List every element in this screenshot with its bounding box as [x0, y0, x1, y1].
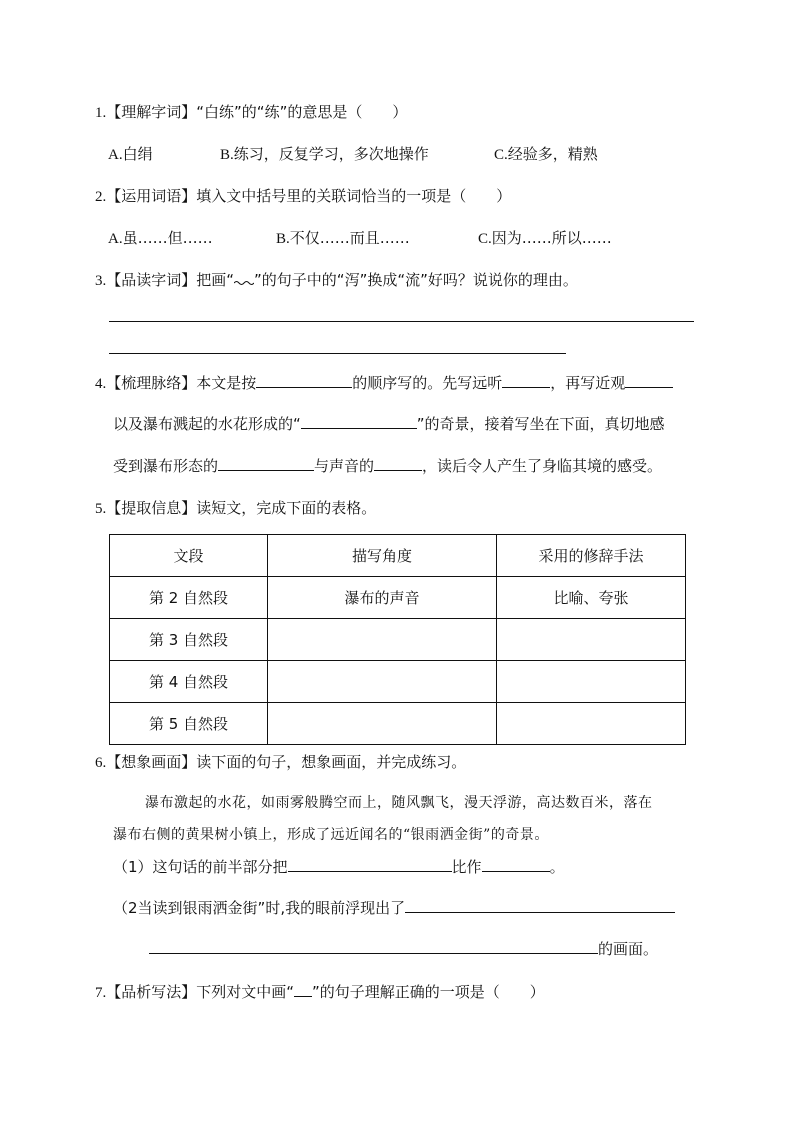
question-number: 4.	[95, 376, 107, 392]
table-cell: 第 5 自然段	[110, 703, 268, 745]
q2-option-b[interactable]	[276, 227, 410, 248]
q6-sub-1	[113, 856, 565, 877]
question-number: 5.	[95, 501, 107, 517]
table-cell[interactable]	[268, 661, 497, 703]
question-number: 1.	[95, 105, 107, 121]
option-letter: B.	[220, 147, 234, 163]
table-cell[interactable]	[268, 703, 497, 745]
option-letter: C.	[478, 231, 492, 247]
question-1	[95, 101, 407, 122]
passage-line-2: 瀑布右侧的黄果树小镇上，形成了远近闻名的“银雨洒金街”的奇景。	[113, 827, 549, 843]
question-number: 3.	[95, 273, 107, 289]
option-text: 经验多，精熟	[507, 145, 598, 163]
table-cell: 第 2 自然段	[110, 577, 268, 619]
question-text: 的顺序写的。先写远听	[352, 374, 503, 392]
table-cell[interactable]	[268, 619, 497, 661]
question-text: 受到瀑布形态的	[113, 457, 219, 475]
fill-blank[interactable]	[405, 898, 675, 913]
question-text-start: 【品析写法】下列对文中画“	[106, 983, 295, 1001]
option-text: 虽……但……	[122, 229, 213, 247]
question-text: ”的奇景，接着写坐在下面，真切地感	[416, 415, 665, 433]
q1-option-b[interactable]	[220, 143, 429, 164]
question-6	[95, 751, 466, 772]
table-row	[110, 703, 686, 745]
fill-blank[interactable]	[374, 456, 422, 471]
option-letter: C.	[494, 147, 508, 163]
wavy-underline-icon	[234, 273, 254, 285]
q2-option-a[interactable]	[108, 227, 213, 248]
q1-option-a[interactable]	[108, 143, 153, 164]
fill-blank[interactable]	[256, 373, 352, 388]
fill-blank[interactable]	[218, 456, 314, 471]
question-text: 以及瀑布溅起的水花形成的“	[113, 415, 301, 433]
straight-underline-mark	[294, 982, 312, 997]
q6-sub-2-cont	[149, 938, 658, 959]
option-letter: A.	[108, 147, 123, 163]
question-3	[95, 269, 578, 290]
option-text: 练习，反复学习，多次地操作	[233, 145, 429, 163]
table-header: 采用的修辞手法	[497, 535, 686, 577]
question-7	[95, 981, 545, 1002]
table-cell: 瀑布的声音	[268, 577, 497, 619]
fill-blank[interactable]	[502, 373, 550, 388]
fill-blank[interactable]	[149, 939, 598, 954]
answer-line[interactable]	[109, 321, 694, 322]
table-header: 描写角度	[268, 535, 497, 577]
fill-blank[interactable]	[301, 414, 417, 429]
question-text-end: ”的句子中的“泻”换成“流”好吗？说说你的理由。	[254, 271, 578, 289]
sub-question-text: （1）这句话的前半部分把	[113, 858, 288, 876]
question-text: 【梳理脉络】本文是按	[106, 374, 257, 392]
sub-question-text: 的画面。	[598, 940, 659, 958]
table-header-row	[110, 535, 686, 577]
question-2	[95, 185, 511, 206]
question-number: 7.	[95, 985, 107, 1001]
question-5	[95, 497, 376, 518]
table-header: 文段	[110, 535, 268, 577]
q1-option-c[interactable]	[494, 143, 598, 164]
fill-blank[interactable]	[288, 857, 452, 872]
sub-question-text: 比作	[451, 858, 482, 876]
question-text-start: 【品读字词】把画“	[106, 271, 235, 289]
table-cell: 比喻、夸张	[497, 577, 686, 619]
question-number: 6.	[95, 755, 107, 771]
answer-line[interactable]	[109, 353, 566, 354]
table-row	[110, 661, 686, 703]
sub-question-text: 。	[549, 858, 565, 876]
question-4-line-2	[113, 413, 665, 434]
table-cell[interactable]	[497, 661, 686, 703]
table-cell[interactable]	[497, 703, 686, 745]
question-4-line-1	[95, 372, 673, 393]
sub-question-text: （2当读到银雨洒金街”时,我的眼前浮现出了	[113, 899, 406, 917]
question-text: 【提取信息】读短文，完成下面的表格。	[106, 499, 377, 517]
question-number: 2.	[95, 189, 107, 205]
table-row	[110, 619, 686, 661]
question-text: 【想象画面】读下面的句子，想象画面，并完成练习。	[106, 753, 467, 771]
question-text: 【理解字词】“白练”的“练”的意思是（ ）	[106, 103, 408, 121]
passage-line-1: 瀑布激起的水花，如雨雾般腾空而上，随风飘飞，漫天浮游，高达数百米，落在	[145, 795, 653, 811]
question-text: ，再写近观	[550, 374, 626, 392]
question-text-end: ”的句子理解正确的一项是（ ）	[312, 983, 545, 1001]
question-text: 与声音的	[314, 457, 375, 475]
table-cell: 第 3 自然段	[110, 619, 268, 661]
question-text: ，读后令人产生了身临其境的感受。	[422, 457, 663, 475]
question-4-line-3	[113, 455, 662, 476]
info-table	[109, 534, 686, 745]
q6-sub-2	[113, 897, 675, 918]
fill-blank[interactable]	[625, 373, 673, 388]
option-letter: B.	[276, 231, 290, 247]
table-cell[interactable]	[497, 619, 686, 661]
option-text: 因为……所以……	[491, 229, 612, 247]
table-row	[110, 577, 686, 619]
fill-blank[interactable]	[482, 857, 550, 872]
option-text: 不仅……而且……	[289, 229, 410, 247]
q2-option-c[interactable]	[478, 227, 612, 248]
question-text: 【运用词语】填入文中括号里的关联词恰当的一项是（ ）	[106, 187, 512, 205]
option-letter: A.	[108, 231, 123, 247]
option-text: 白绢	[122, 145, 153, 163]
table-cell: 第 4 自然段	[110, 661, 268, 703]
